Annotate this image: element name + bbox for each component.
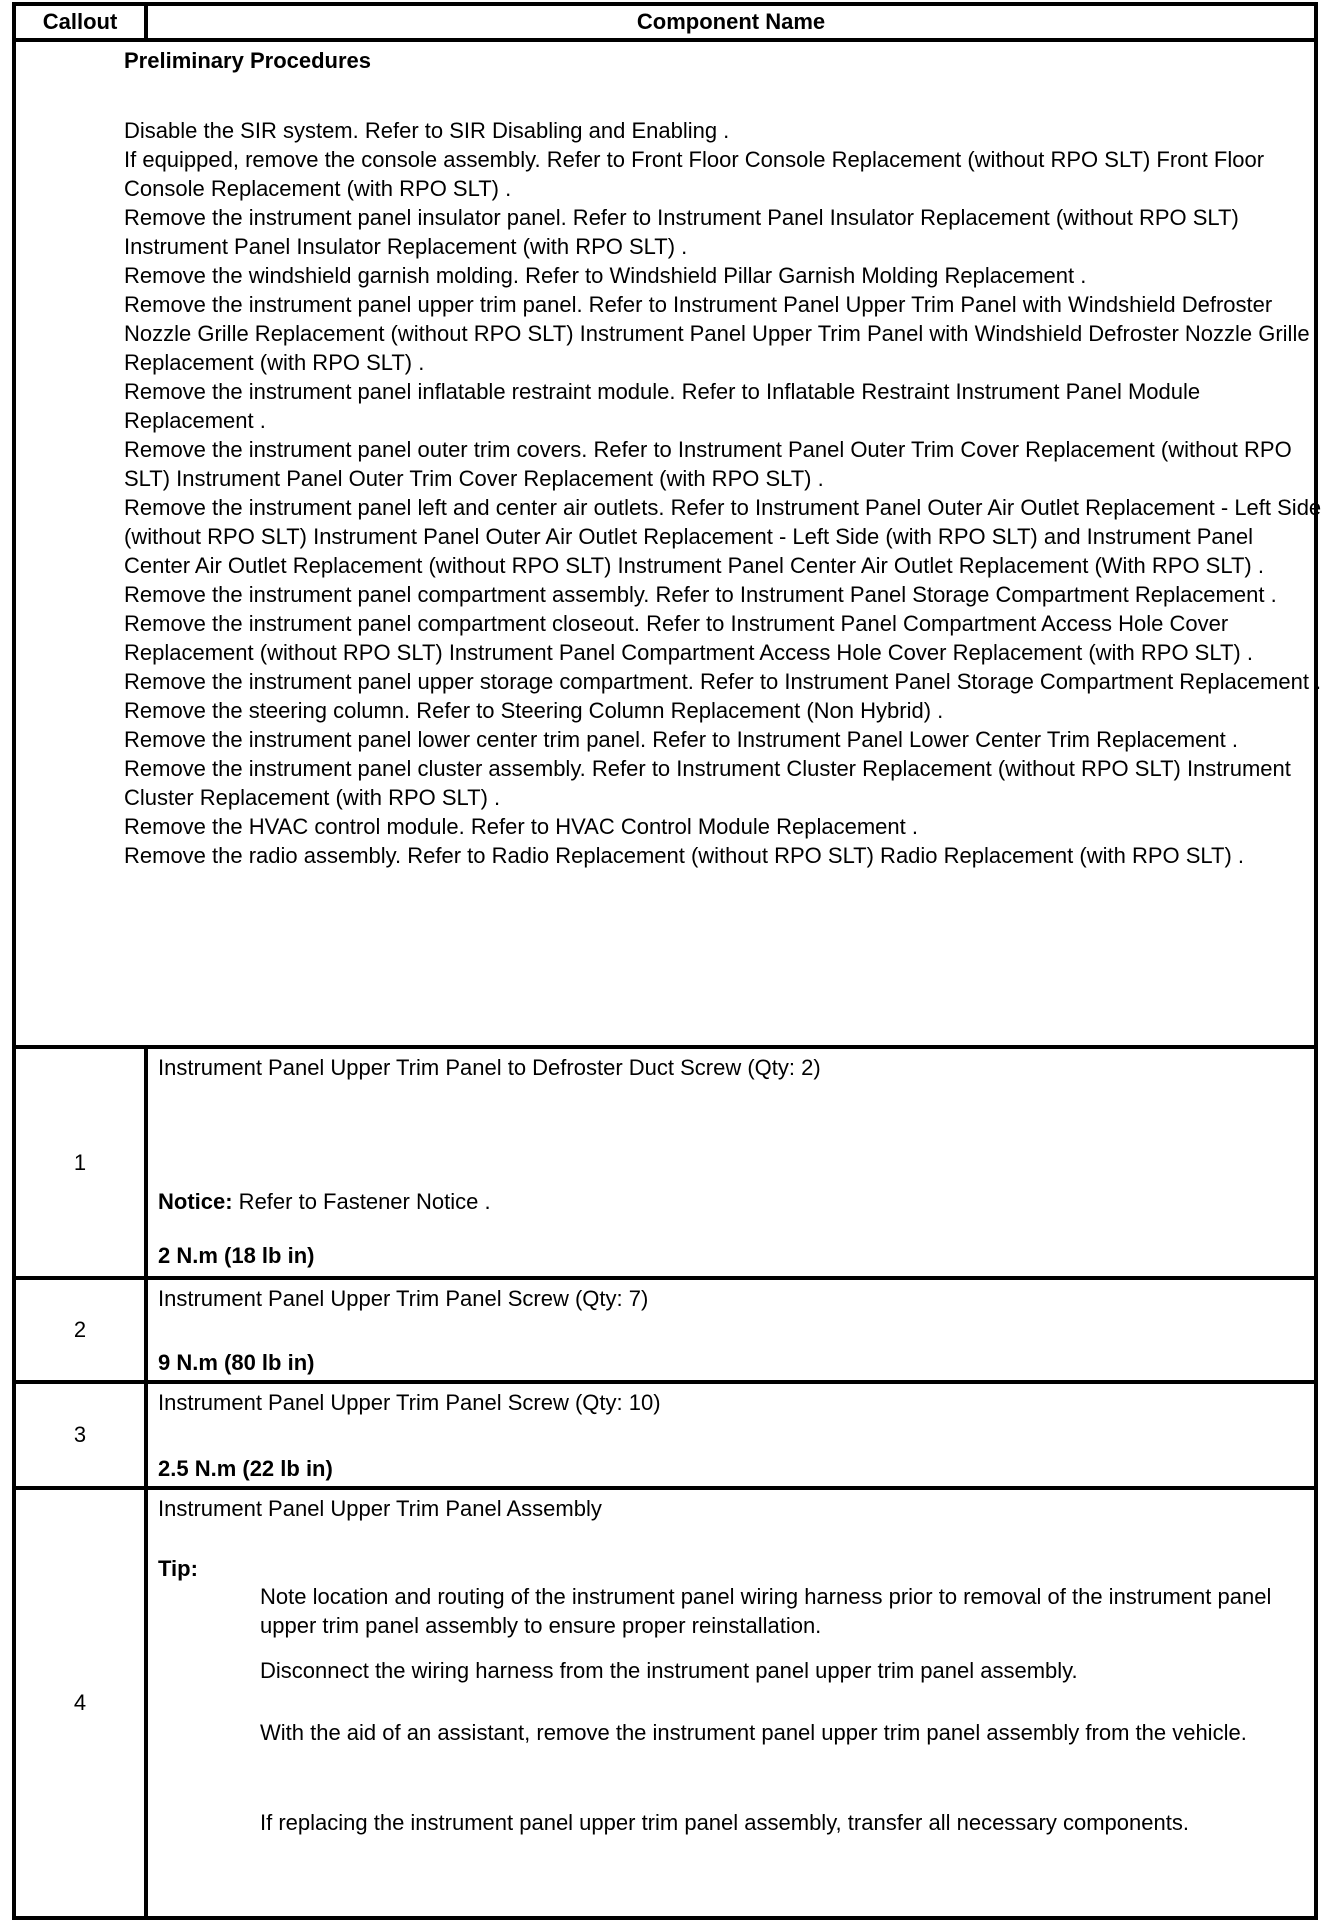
torque-spec: 2 N.m (18 lb in) bbox=[158, 1243, 315, 1268]
preliminary-steps bbox=[124, 116, 1324, 870]
tip-item: With the aid of an assistant, remove the instrument panel upper trim panel assembly from the vehicle. bbox=[260, 1720, 1247, 1745]
callout-row-4 bbox=[16, 1490, 1314, 1916]
callout-content bbox=[148, 1049, 1314, 1276]
component-name-header: Component Name bbox=[636, 9, 826, 34]
table-header bbox=[16, 6, 1314, 42]
preliminary-title: Preliminary Procedures bbox=[124, 48, 372, 73]
tip-item: If replacing the instrument panel upper trim panel assembly, transfer all necessary components. bbox=[260, 1810, 1189, 1835]
step: Remove the instrument panel compartment assembly. Refer to Instrument Panel Storage Compartment Replacement . bbox=[124, 582, 1277, 607]
component-name: Instrument Panel Upper Trim Panel to Defroster Duct Screw (Qty: 2) bbox=[158, 1055, 821, 1080]
notice-label: Notice: bbox=[158, 1189, 233, 1214]
component-name: Instrument Panel Upper Trim Panel Screw (Qty: 7) bbox=[158, 1286, 649, 1311]
step: Remove the steering column. Refer to Steering Column Replacement (Non Hybrid) . bbox=[124, 698, 944, 723]
step: If equipped, remove the console assembly. Refer to Front Floor Console Replacement (without RPO SLT) Front Floor Console Replacement (with RPO SLT) . bbox=[124, 147, 1265, 201]
step: Remove the instrument panel compartment closeout. Refer to Instrument Panel Compartment Access Hole Cover Replacement (without RPO SLT) Instrument Panel Compartment Access Hole Cover Replacement (with RPO SLT) . bbox=[124, 611, 1253, 665]
callout-header: Callout bbox=[16, 6, 148, 38]
procedure-table bbox=[12, 2, 1322, 1920]
callout-row-2 bbox=[16, 1280, 1314, 1384]
notice bbox=[158, 1189, 491, 1215]
step: Remove the instrument panel insulator panel. Refer to Instrument Panel Insulator Replacement (without RPO SLT) Instrument Panel Insulator Replacement (with RPO SLT) . bbox=[124, 205, 1239, 259]
callout-content bbox=[148, 1384, 1314, 1486]
torque-spec: 9 N.m (80 lb in) bbox=[158, 1350, 315, 1375]
step: Remove the instrument panel upper storage compartment. Refer to Instrument Panel Storage Compartment Replacement . bbox=[124, 669, 1322, 694]
callout-number: 2 bbox=[16, 1280, 148, 1380]
callout-content bbox=[148, 1280, 1314, 1380]
step: Remove the instrument panel left and center air outlets. Refer to Instrument Panel Outer Air Outlet Replacement - Left Side (without RPO SLT) Instrument Panel Outer Air Outlet Replacement - Left Side (with RPO SLT) and Instrument Panel Center Air Outlet Replacement (without RPO SLT) Instrument Panel Center Air Outlet Replacement (With RPO SLT) . bbox=[124, 495, 1322, 578]
callout-number: 3 bbox=[16, 1384, 148, 1486]
callout-number: 4 bbox=[16, 1490, 148, 1916]
step: Remove the radio assembly. Refer to Radio Replacement (without RPO SLT) Radio Replacement (with RPO SLT) . bbox=[124, 843, 1245, 868]
tip-item: Disconnect the wiring harness from the instrument panel upper trim panel assembly. bbox=[260, 1658, 1078, 1683]
component-name: Instrument Panel Upper Trim Panel Screw (Qty: 10) bbox=[158, 1390, 661, 1415]
step: Disable the SIR system. Refer to SIR Disabling and Enabling . bbox=[124, 118, 730, 143]
preliminary-procedures-row bbox=[16, 42, 1322, 1049]
callout-row-1 bbox=[16, 1049, 1314, 1280]
step: Remove the instrument panel outer trim covers. Refer to Instrument Panel Outer Trim Cover Replacement (without RPO SLT) Instrument Panel Outer Trim Cover Replacement (with RPO SLT) . bbox=[124, 437, 1292, 491]
tip-item: Note location and routing of the instrument panel wiring harness prior to removal of the instrument panel upper trim panel assembly to ensure proper reinstallation. bbox=[260, 1584, 1272, 1638]
torque-spec: 2.5 N.m (22 lb in) bbox=[158, 1456, 333, 1481]
step: Remove the windshield garnish molding. Refer to Windshield Pillar Garnish Molding Replacement . bbox=[124, 263, 1087, 288]
callout-number: 1 bbox=[16, 1049, 148, 1276]
step: Remove the instrument panel lower center trim panel. Refer to Instrument Panel Lower Center Trim Replacement . bbox=[124, 727, 1238, 752]
step: Remove the instrument panel cluster assembly. Refer to Instrument Cluster Replacement (without RPO SLT) Instrument Cluster Replacement (with RPO SLT) . bbox=[124, 756, 1291, 810]
callout-content bbox=[148, 1490, 1314, 1916]
step: Remove the HVAC control module. Refer to HVAC Control Module Replacement . bbox=[124, 814, 918, 839]
callout-row-3 bbox=[16, 1384, 1314, 1490]
step: Remove the instrument panel inflatable restraint module. Refer to Inflatable Restraint Instrument Panel Module Replacement . bbox=[124, 379, 1201, 433]
tip-label: Tip: bbox=[158, 1556, 198, 1581]
notice-text: Refer to Fastener Notice . bbox=[232, 1189, 491, 1214]
step: Remove the instrument panel upper trim panel. Refer to Instrument Panel Upper Trim Panel with Windshield Defroster Nozzle Grille Replacement (without RPO SLT) Instrument Panel Upper Trim Panel with Windshield Defroster Nozzle Grille Replacement (with RPO SLT) . bbox=[124, 292, 1310, 375]
component-name: Instrument Panel Upper Trim Panel Assembly bbox=[158, 1496, 602, 1521]
